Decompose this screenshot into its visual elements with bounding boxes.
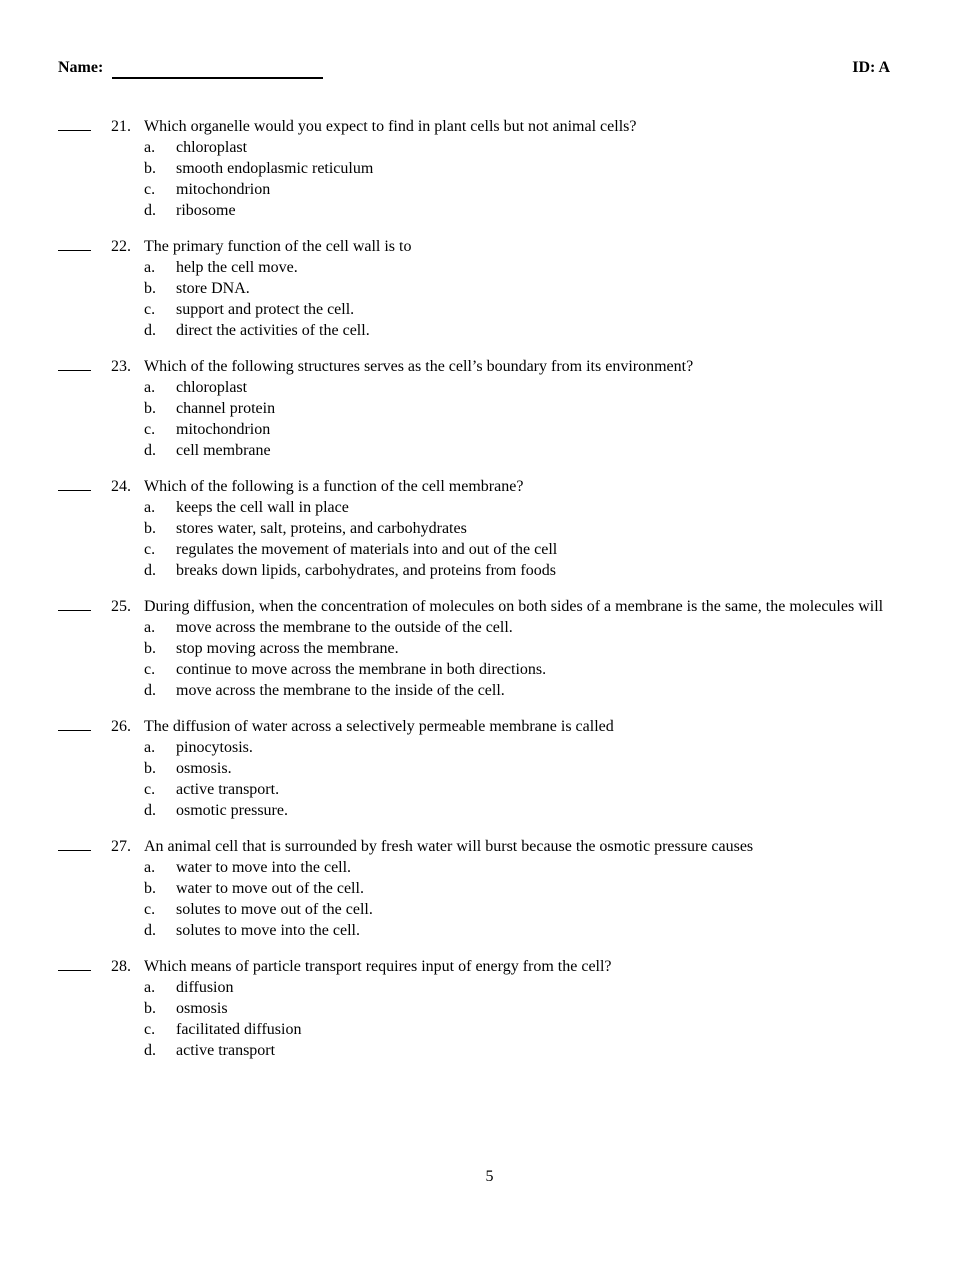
question-text: Which of the following is a function of the cell membrane?: [144, 478, 524, 495]
answer-choice: [144, 737, 888, 758]
question-item: [58, 116, 888, 221]
question-item: [58, 956, 888, 1061]
answer-choice: [144, 680, 888, 701]
answer-choice: [144, 857, 888, 878]
choice-letter: b.: [144, 280, 156, 297]
choice-letter: c.: [144, 301, 156, 318]
choice-letter: b.: [144, 640, 156, 657]
page-header: [58, 59, 890, 81]
question-item: [58, 476, 888, 581]
answer-choice: [144, 158, 888, 179]
choice-letter: b.: [144, 520, 156, 537]
answer-choice: [144, 278, 888, 299]
answer-choice: [144, 440, 888, 461]
choice-letter: a.: [144, 979, 156, 996]
choice-letter: b.: [144, 160, 156, 177]
choice-letter: b.: [144, 760, 156, 777]
question-text: The diffusion of water across a selectively permeable membrane is called: [144, 718, 614, 735]
answer-choice: [144, 299, 888, 320]
answer-choice: [144, 257, 888, 278]
question-text: Which means of particle transport requires input of energy from the cell?: [144, 958, 612, 975]
choice-letter: d.: [144, 922, 156, 939]
choice-text: cell membrane: [176, 442, 271, 459]
choice-letter: a.: [144, 499, 156, 516]
choice-list: [144, 377, 888, 461]
answer-choice: [144, 899, 888, 920]
answer-choice: [144, 200, 888, 221]
answer-choice: [144, 419, 888, 440]
choice-letter: a.: [144, 859, 156, 876]
choice-letter: d.: [144, 682, 156, 699]
choice-letter: c.: [144, 541, 156, 558]
choice-letter: d.: [144, 442, 156, 459]
choice-text: water to move out of the cell.: [176, 880, 364, 897]
choice-text: channel protein: [176, 400, 276, 417]
choice-text: stores water, salt, proteins, and carbohydrates: [176, 520, 467, 537]
choice-text: mitochondrion: [176, 181, 271, 198]
question-text: The primary function of the cell wall is to: [144, 238, 412, 255]
question-list: [58, 116, 888, 1076]
choice-list: [144, 617, 888, 701]
choice-text: chloroplast: [176, 379, 248, 396]
choice-text: diffusion: [176, 979, 234, 996]
choice-text: store DNA.: [176, 280, 250, 297]
choice-text: smooth endoplasmic reticulum: [176, 160, 374, 177]
choice-text: regulates the movement of materials into and out of the cell: [176, 541, 558, 558]
choice-letter: d.: [144, 322, 156, 339]
question-text: An animal cell that is surrounded by fresh water will burst because the osmotic pressure causes: [144, 838, 754, 855]
choice-letter: c.: [144, 781, 156, 798]
choice-text: active transport: [176, 1042, 276, 1059]
choice-text: water to move into the cell.: [176, 859, 352, 876]
answer-blank: [58, 610, 91, 611]
answer-blank: [58, 490, 91, 491]
answer-choice: [144, 998, 888, 1019]
answer-choice: [144, 518, 888, 539]
question-number: 21.: [111, 118, 131, 135]
choice-text: active transport.: [176, 781, 280, 798]
answer-blank: [58, 730, 91, 731]
choice-letter: d.: [144, 802, 156, 819]
name-label: Name:: [58, 59, 104, 76]
answer-blank: [58, 370, 91, 371]
question-text: Which organelle would you expect to find in plant cells but not animal cells?: [144, 118, 637, 135]
choice-text: stop moving across the membrane.: [176, 640, 399, 657]
choice-letter: b.: [144, 1000, 156, 1017]
choice-letter: c.: [144, 421, 156, 438]
id-label: ID: A: [852, 59, 890, 76]
choice-list: [144, 137, 888, 221]
choice-text: solutes to move into the cell.: [176, 922, 360, 939]
choice-text: help the cell move.: [176, 259, 298, 276]
choice-text: pinocytosis.: [176, 739, 253, 756]
answer-choice: [144, 398, 888, 419]
choice-letter: b.: [144, 880, 156, 897]
question-number: 26.: [111, 718, 131, 735]
choice-letter: d.: [144, 1042, 156, 1059]
choice-text: continue to move across the membrane in both directions.: [176, 661, 547, 678]
choice-text: osmosis: [176, 1000, 228, 1017]
question-number: 28.: [111, 958, 131, 975]
answer-choice: [144, 539, 888, 560]
choice-text: breaks down lipids, carbohydrates, and proteins from foods: [176, 562, 556, 579]
question-number: 23.: [111, 358, 131, 375]
answer-choice: [144, 560, 888, 581]
question-item: [58, 596, 888, 701]
question-item: [58, 236, 888, 341]
answer-choice: [144, 920, 888, 941]
choice-text: ribosome: [176, 202, 236, 219]
answer-choice: [144, 179, 888, 200]
question-text: During diffusion, when the concentration of molecules on both sides of a membrane is the same, the molecules will: [144, 598, 884, 615]
answer-choice: [144, 137, 888, 158]
choice-text: osmotic pressure.: [176, 802, 288, 819]
choice-letter: b.: [144, 400, 156, 417]
name-blank-line: [112, 59, 323, 79]
choice-text: mitochondrion: [176, 421, 271, 438]
answer-blank: [58, 130, 91, 131]
answer-choice: [144, 878, 888, 899]
answer-choice: [144, 320, 888, 341]
answer-choice: [144, 659, 888, 680]
choice-list: [144, 257, 888, 341]
question-number: 25.: [111, 598, 131, 615]
question-number: 27.: [111, 838, 131, 855]
answer-choice: [144, 779, 888, 800]
choice-list: [144, 857, 888, 941]
choice-letter: d.: [144, 202, 156, 219]
choice-letter: a.: [144, 139, 156, 156]
choice-list: [144, 977, 888, 1061]
choice-text: chloroplast: [176, 139, 248, 156]
choice-text: direct the activities of the cell.: [176, 322, 370, 339]
choice-letter: a.: [144, 259, 156, 276]
page-number: 5: [485, 1168, 494, 1185]
choice-letter: d.: [144, 562, 156, 579]
question-item: [58, 836, 888, 941]
choice-letter: c.: [144, 661, 156, 678]
answer-choice: [144, 758, 888, 779]
answer-choice: [144, 1040, 888, 1061]
question-number: 24.: [111, 478, 131, 495]
answer-choice: [144, 800, 888, 821]
choice-letter: a.: [144, 379, 156, 396]
question-item: [58, 716, 888, 821]
choice-list: [144, 737, 888, 821]
answer-choice: [144, 497, 888, 518]
answer-choice: [144, 638, 888, 659]
choice-letter: a.: [144, 619, 156, 636]
answer-blank: [58, 850, 91, 851]
answer-choice: [144, 377, 888, 398]
choice-text: facilitated diffusion: [176, 1021, 302, 1038]
answer-blank: [58, 970, 91, 971]
choice-letter: a.: [144, 739, 156, 756]
choice-text: move across the membrane to the inside of the cell.: [176, 682, 505, 699]
answer-choice: [144, 617, 888, 638]
choice-letter: c.: [144, 901, 156, 918]
choice-letter: c.: [144, 1021, 156, 1038]
choice-text: solutes to move out of the cell.: [176, 901, 373, 918]
choice-list: [144, 497, 888, 581]
question-item: [58, 356, 888, 461]
choice-text: support and protect the cell.: [176, 301, 355, 318]
answer-blank: [58, 250, 91, 251]
choice-letter: c.: [144, 181, 156, 198]
answer-choice: [144, 977, 888, 998]
choice-text: keeps the cell wall in place: [176, 499, 349, 516]
choice-text: move across the membrane to the outside of the cell.: [176, 619, 513, 636]
question-text: Which of the following structures serves as the cell’s boundary from its environment?: [144, 358, 694, 375]
choice-text: osmosis.: [176, 760, 232, 777]
question-number: 22.: [111, 238, 131, 255]
answer-choice: [144, 1019, 888, 1040]
